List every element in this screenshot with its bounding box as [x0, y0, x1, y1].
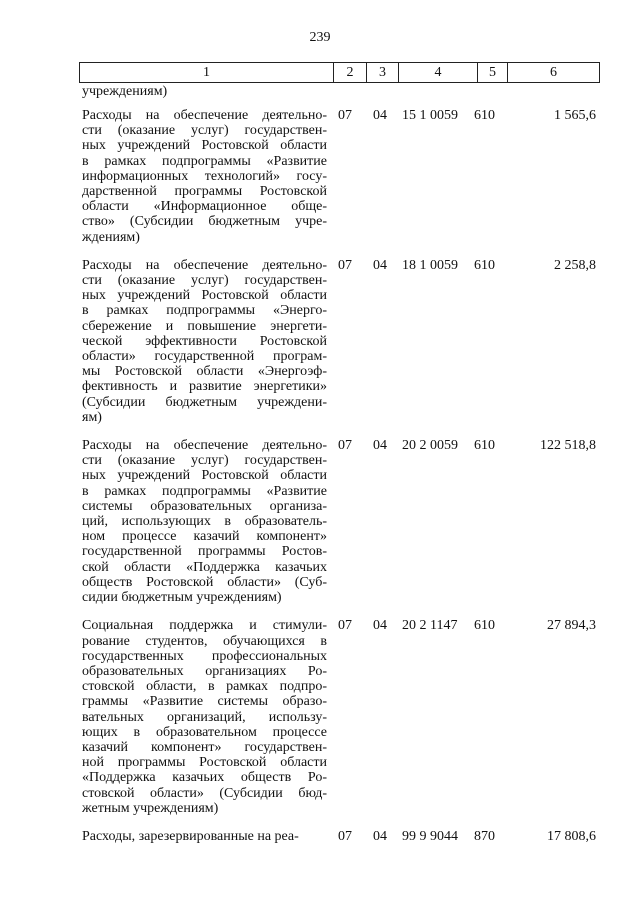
description-line: жетным учреждениям) [82, 800, 219, 816]
table-row [0, 618, 640, 816]
target-article-code: 18 1 0059 [402, 257, 458, 273]
description-line: образовательных организациях Ро- [82, 663, 327, 679]
amount-value: 17 808,6 [547, 828, 596, 844]
description-line: «Поддержка казачьих обществ Ро- [82, 770, 327, 786]
description-line: Расходы, зарезервированные на реа- [82, 828, 299, 844]
description-line: ных учреждений Ростовской области [82, 468, 327, 484]
target-article-code: 99 9 9044 [402, 828, 458, 844]
description-line: ющих в образовательном процессе [82, 724, 327, 740]
section-code: 07 [338, 257, 352, 273]
subsection-code: 04 [373, 108, 387, 123]
expense-type-code: 610 [474, 257, 495, 273]
description-line: системы образовательных организа- [82, 498, 327, 514]
description-line: (Субсидии бюджетным учреждени- [82, 394, 327, 410]
description-line: сти (оказание услуг) государствен- [82, 123, 327, 139]
description-line: в рамках подпрограммы «Развитие [82, 153, 327, 169]
description-line: в рамках подпрограммы «Энерго- [82, 303, 327, 319]
expense-type-code: 870 [474, 828, 495, 844]
column-header-3: 3 [366, 63, 398, 82]
description-line: Социальная поддержка и стимули- [82, 618, 327, 634]
description-line: государственной программы Ростов- [82, 544, 327, 560]
description-line: информационных технологий» госу- [82, 168, 327, 184]
table-row [0, 108, 640, 245]
amount-value: 122 518,8 [540, 438, 596, 454]
target-article-code: 15 1 0059 [402, 108, 458, 123]
description-line: фективность и развитие энергетики» [82, 379, 327, 395]
amount-value: 2 258,8 [554, 257, 596, 273]
column-header-4: 4 [398, 63, 477, 82]
subsection-code: 04 [373, 828, 387, 844]
row-description [82, 258, 327, 425]
description-line: ской области «Поддержка казачьих [82, 559, 327, 575]
expense-type-code: 610 [474, 108, 495, 123]
description-line: Расходы на обеспечение деятельно- [82, 108, 327, 123]
description-line: Расходы на обеспечение деятельно- [82, 257, 327, 273]
table-row [0, 258, 640, 425]
description-line: казачий компонент» государствен- [82, 739, 327, 755]
amount-value: 1 565,6 [554, 108, 596, 123]
description-line: сти (оказание услуг) государствен- [82, 453, 327, 469]
column-header-5: 5 [477, 63, 507, 82]
description-line: дарственной программы Ростовской [82, 184, 327, 200]
target-article-code: 20 2 1147 [402, 618, 458, 634]
row-description [82, 108, 327, 245]
description-line: рование студентов, обучающихся в [82, 633, 327, 649]
description-line: обществ Ростовской области» (Суб- [82, 574, 327, 590]
description-line: стовской области, в рамках подпро- [82, 679, 327, 695]
description-line: Расходы на обеспечение деятельно- [82, 438, 327, 454]
description-line: ческой эффективности Ростовской [82, 333, 327, 349]
description-line: ждениям) [82, 229, 140, 245]
target-article-code: 20 2 0059 [402, 438, 458, 454]
section-code: 07 [338, 108, 352, 123]
table-row [0, 438, 640, 605]
column-header-2: 2 [333, 63, 366, 82]
amount-value: 27 894,3 [547, 618, 596, 634]
description-line: ном процессе казачий компонент» [82, 529, 327, 545]
row-description [82, 438, 327, 605]
continuation-text: учреждениям) [82, 84, 168, 99]
column-header-1: 1 [203, 64, 210, 80]
description-line: области «Информационное обще- [82, 199, 327, 215]
expense-type-code: 610 [474, 438, 495, 454]
description-line: ям) [82, 409, 102, 425]
row-description [82, 618, 327, 816]
table-header-row [79, 62, 600, 83]
table-row [0, 829, 640, 844]
subsection-code: 04 [373, 618, 387, 634]
description-line: граммы «Развитие системы образо- [82, 694, 327, 710]
description-line: ций, использующих в образователь- [82, 514, 327, 530]
page-number: 239 [309, 30, 331, 45]
column-header-6: 6 [507, 63, 599, 82]
expense-type-code: 610 [474, 618, 495, 634]
description-line: вательных организаций, использу- [82, 709, 327, 725]
description-line: сти (оказание услуг) государствен- [82, 273, 327, 289]
section-code: 07 [338, 618, 352, 634]
description-line: мы Ростовской области «Энергоэф- [82, 364, 327, 380]
description-line: области» государственной програм- [82, 349, 327, 365]
description-line: в рамках подпрограммы «Развитие [82, 483, 327, 499]
description-line: стовской области» (Субсидии бюд- [82, 785, 327, 801]
subsection-code: 04 [373, 438, 387, 454]
table-body [0, 108, 640, 857]
row-description [82, 829, 327, 844]
description-line: сидии бюджетным учреждениям) [82, 590, 282, 606]
section-code: 07 [338, 828, 352, 844]
description-line: ной программы Ростовской области [82, 755, 327, 771]
description-line: государственных профессиональных [82, 648, 327, 664]
description-line: ных учреждений Ростовской области [82, 288, 327, 304]
description-line: сбережение и повышение энергети- [82, 318, 327, 334]
description-line: ных учреждений Ростовской области [82, 138, 327, 154]
description-line: ство» (Субсидии бюджетным учре- [82, 214, 327, 230]
section-code: 07 [338, 438, 352, 454]
subsection-code: 04 [373, 257, 387, 273]
